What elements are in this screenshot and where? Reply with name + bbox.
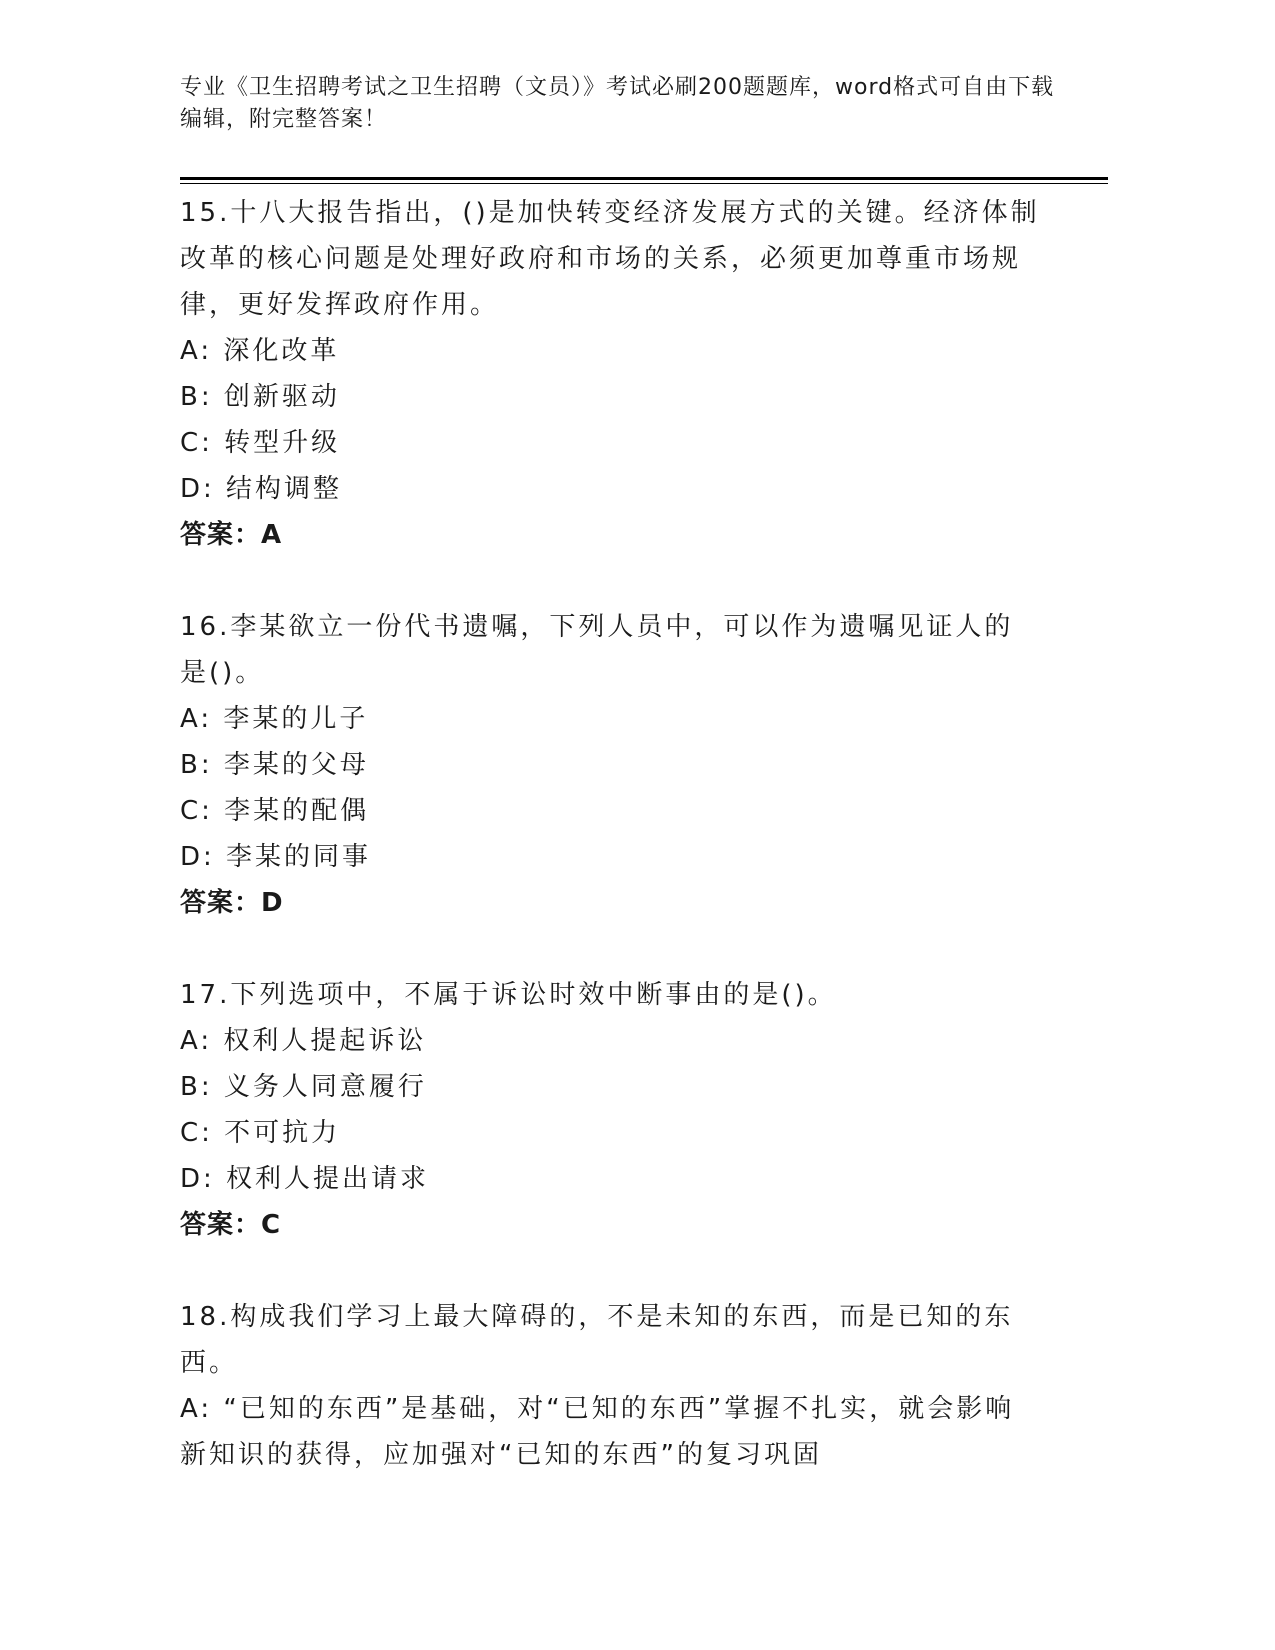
option-c: C: 转型升级 bbox=[180, 428, 341, 458]
question-stem: 15.十八大报告指出，()是加快转变经济发展方式的关键。经济体制改革的核心问题是处理好政府和市场的关系，必须更加尊重市场规律，更好发挥政府作用。 bbox=[180, 198, 1040, 320]
option-d: D: 结构调整 bbox=[180, 474, 343, 504]
question-stem: 16.李某欲立一份代书遗嘱，下列人员中，可以作为遗嘱见证人的是()。 bbox=[180, 612, 1014, 688]
option-a: A: 李某的儿子 bbox=[180, 704, 369, 734]
option-a: A: 权利人提起诉讼 bbox=[180, 1026, 427, 1056]
option-a: A: 深化改革 bbox=[180, 336, 340, 366]
question-stem: 18.构成我们学习上最大障碍的，不是未知的东西，而是已知的东西。 bbox=[180, 1302, 1014, 1378]
option-b: B: 创新驱动 bbox=[180, 382, 340, 412]
question-stem: 17.下列选项中，不属于诉讼时效中断事由的是()。 bbox=[180, 980, 837, 1010]
question-17 bbox=[180, 972, 1060, 1248]
question-list bbox=[180, 190, 1060, 1524]
answer-label: 答案：C bbox=[180, 1210, 282, 1240]
option-c: C: 李某的配偶 bbox=[180, 796, 370, 826]
option-a: A: “已知的东西”是基础，对“已知的东西”掌握不扎实，就会影响新知识的获得，应加强对“已知的东西”的复习巩固 bbox=[180, 1394, 1015, 1470]
answer-label: 答案：A bbox=[180, 520, 283, 550]
answer-label: 答案：D bbox=[180, 888, 284, 918]
document-header: 专业《卫生招聘考试之卫生招聘（文员）》考试必刷200题题库，word格式可自由下载编辑，附完整答案！ bbox=[180, 75, 1055, 132]
option-b: B: 义务人同意履行 bbox=[180, 1072, 427, 1102]
question-15 bbox=[180, 190, 1060, 558]
option-d: D: 权利人提出请求 bbox=[180, 1164, 430, 1194]
header-divider-thin bbox=[180, 183, 1108, 184]
question-18 bbox=[180, 1294, 1060, 1478]
option-b: B: 李某的父母 bbox=[180, 750, 369, 780]
option-c: C: 不可抗力 bbox=[180, 1118, 341, 1148]
question-16 bbox=[180, 604, 1060, 926]
header-divider-thick bbox=[180, 177, 1108, 180]
option-d: D: 李某的同事 bbox=[180, 842, 372, 872]
